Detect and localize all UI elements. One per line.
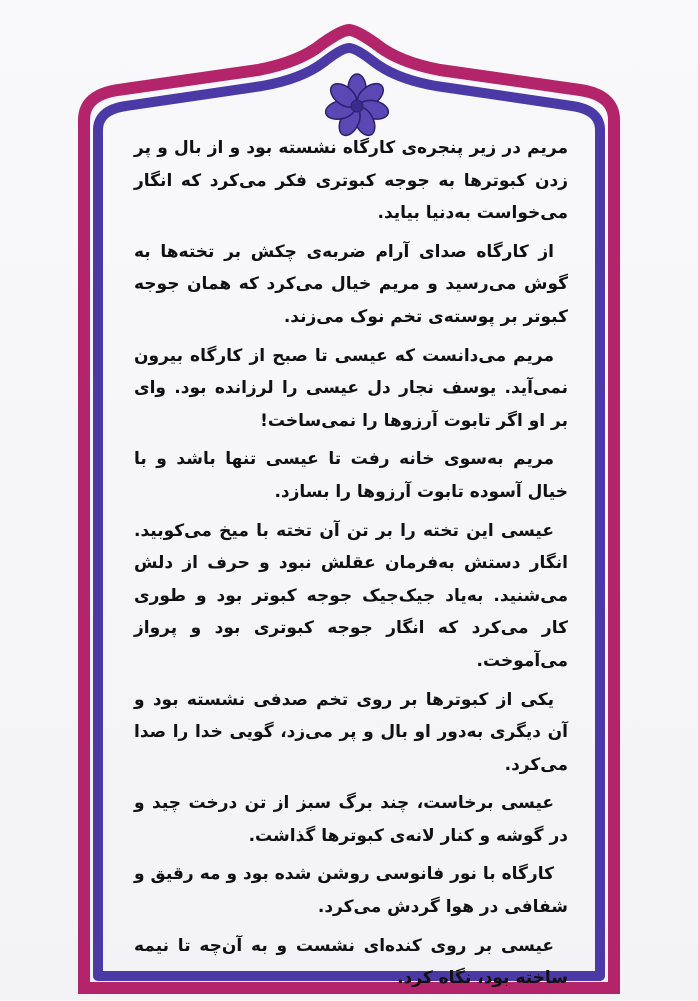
story-paragraph: کارگاه با نور فانوسی روشن شده بود و مه رقیق و شفافی در هوا گردش می‌کرد. xyxy=(134,864,568,918)
story-paragraph: یکی از کبوترها بر روی تخم صدفی نشسته بود و آن دیگری به‌دور او بال و پر می‌زد، گویی خدا را صدا می‌کرد. xyxy=(134,689,568,775)
story-paragraph: عیسی بر روی کنده‌ای نشست و به آن‌چه تا نیمه ساخته بود، نگاه کرد. xyxy=(134,935,568,989)
story-paragraph: مریم در زیر پنجره‌ی کارگاه نشسته بود و از بال و پر زدن کبوترها به جوجه کبوتری فکر می‌کرد که انگار می‌خواست به‌دنیا بیاید. xyxy=(134,138,568,224)
story-paragraph: مریم می‌دانست که عیسی تا صبح از کارگاه بیرون نمی‌آید. یوسف نجار دل عیسی را لرزانده بود. وای بر او اگر تابوت آرزوها را نمی‌ساخت! xyxy=(134,345,568,431)
flower-icon xyxy=(324,74,390,139)
story-paragraph: مریم به‌سوی خانه رفت تا عیسی تنها باشد و با خیال آسوده تابوت آرزوها را بسازد. xyxy=(134,449,568,502)
story-paragraph: عیسی برخاست، چند برگ سبز از تن درخت چید و در گوشه و کنار لانه‌ی کبوترها گذاشت. xyxy=(134,793,568,846)
story-paragraph: از کارگاه صدای آرام ضربه‌ی چکش بر تخته‌ها به گوش می‌رسید و مریم خیال می‌کرد که همان جوجه کبوتر بر پوسته‌ی تخم نوک می‌زند. xyxy=(134,241,568,327)
story-paragraph: عیسی این تخته را بر تن آن تخته با میخ می‌کوبید. انگار دستش به‌فرمان عقلش نبود و حرف از دلش می‌شنید. به‌یاد جیک‌جیک جوجه کبوتر بود و طوری کار می‌کرد که انگار جوجه کبوتری بود و پرواز می‌آموخت. xyxy=(134,520,568,671)
story-text xyxy=(134,132,568,1001)
